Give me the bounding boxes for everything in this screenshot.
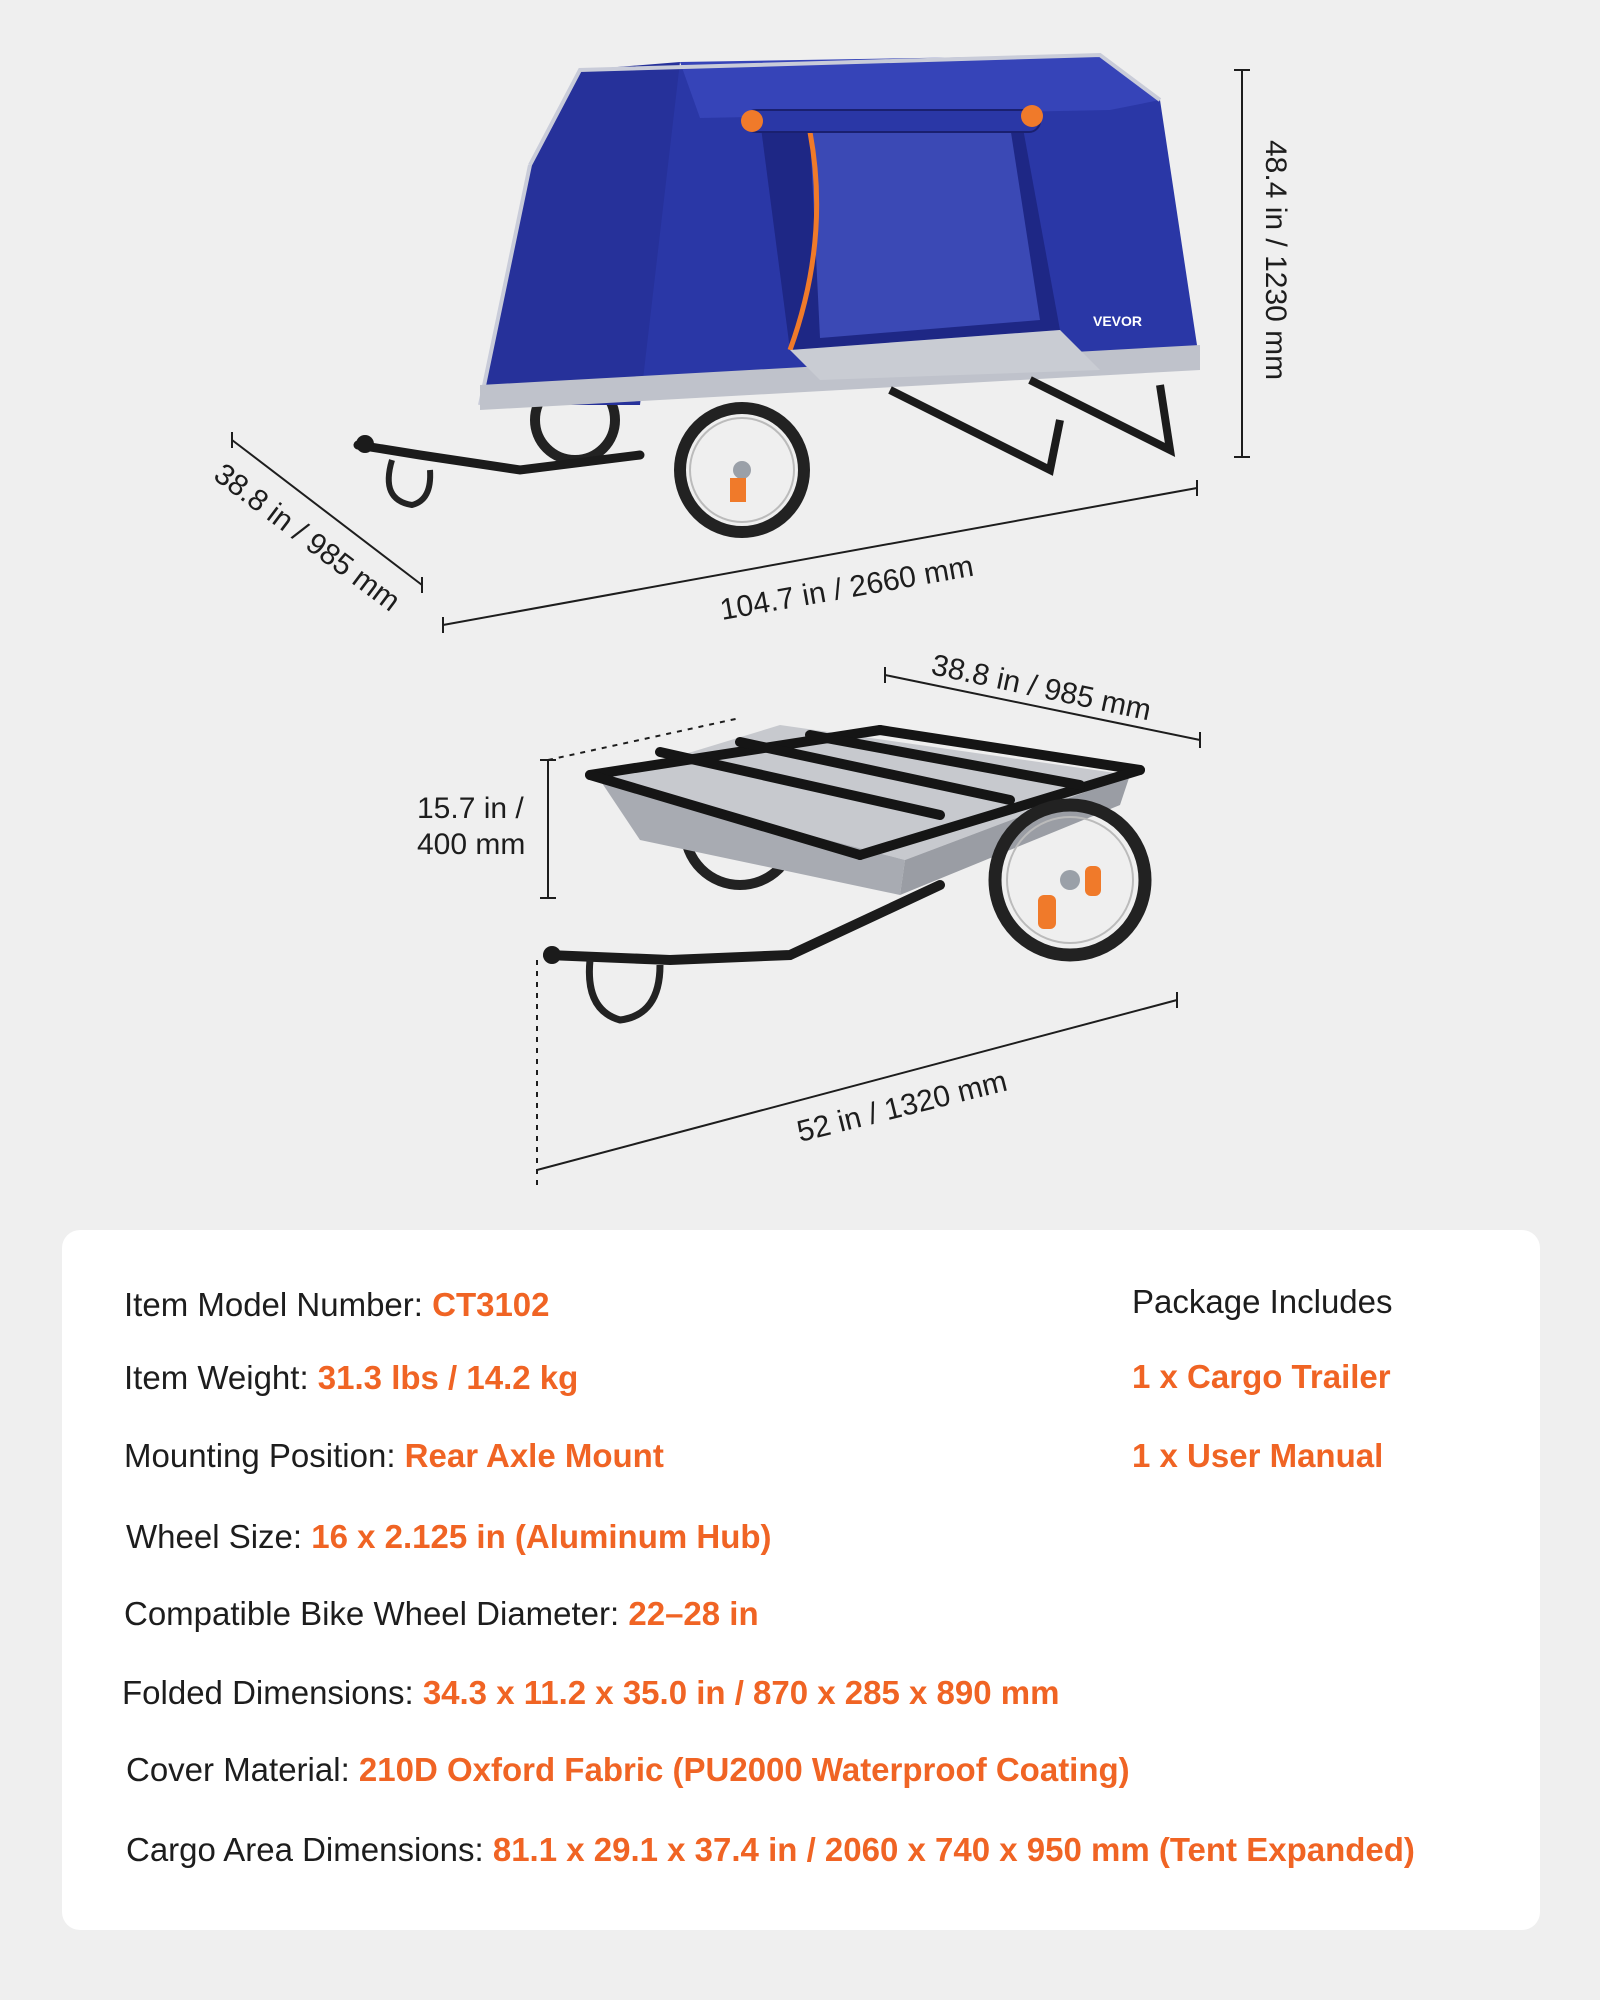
spec-bike-wheel-diameter <box>124 1594 759 1634</box>
package-item: 1 x Cargo Trailer <box>1132 1358 1391 1395</box>
brand-logo: VEVOR <box>1093 313 1143 329</box>
spec-model-number <box>124 1285 550 1325</box>
spec-label: Cargo Area Dimensions: <box>126 1831 493 1868</box>
spec-cargo-area-dimensions <box>126 1830 1415 1870</box>
folded-length-label: 52 in / 1320 mm <box>793 1064 1011 1149</box>
spec-mounting-position <box>124 1436 664 1476</box>
spec-label: Folded Dimensions: <box>122 1674 423 1711</box>
cargo-trailer-image <box>543 725 1145 1020</box>
spec-value: 16 x 2.125 in (Aluminum Hub) <box>311 1518 772 1555</box>
spec-label: Mounting Position: <box>124 1437 405 1474</box>
spec-value: 31.3 lbs / 14.2 kg <box>317 1359 579 1396</box>
tent-trailer-image <box>356 55 1200 532</box>
folded-height-label-line2: 400 mm <box>417 828 526 861</box>
spec-item-weight <box>124 1358 578 1398</box>
spec-label: Wheel Size: <box>126 1518 312 1555</box>
spec-folded-dimensions <box>122 1673 1059 1713</box>
folded-width-label: 38.8 in / 985 mm <box>928 648 1154 728</box>
folded-height-label-line1: 15.7 in / <box>417 792 524 825</box>
tent-length-label: 104.7 in / 2660 mm <box>717 549 977 627</box>
spec-cover-material <box>126 1750 1130 1790</box>
package-includes-title: Package Includes <box>1132 1283 1393 1320</box>
spec-card <box>62 1230 1540 1930</box>
tent-width-label: 38.8 in / 985 mm <box>207 457 407 619</box>
spec-label: Item Weight: <box>124 1359 318 1396</box>
spec-label: Compatible Bike Wheel Diameter: <box>124 1595 629 1632</box>
spec-label: Cover Material: <box>126 1751 359 1788</box>
spec-wheel-size <box>126 1517 772 1557</box>
spec-value: CT3102 <box>432 1286 550 1323</box>
package-item: 1 x User Manual <box>1132 1437 1384 1474</box>
spec-label: Item Model Number: <box>124 1286 433 1323</box>
spec-value: 210D Oxford Fabric (PU2000 Waterproof Coating) <box>358 1751 1130 1788</box>
spec-value: Rear Axle Mount <box>404 1437 664 1474</box>
spec-value: 81.1 x 29.1 x 37.4 in / 2060 x 740 x 950 mm (Tent Expanded) <box>492 1831 1415 1868</box>
spec-value: 34.3 x 11.2 x 35.0 in / 870 x 285 x 890 mm <box>422 1674 1060 1711</box>
spec-value: 22–28 in <box>628 1595 759 1632</box>
tent-height-label: 48.4 in / 1230 mm <box>1259 140 1292 381</box>
